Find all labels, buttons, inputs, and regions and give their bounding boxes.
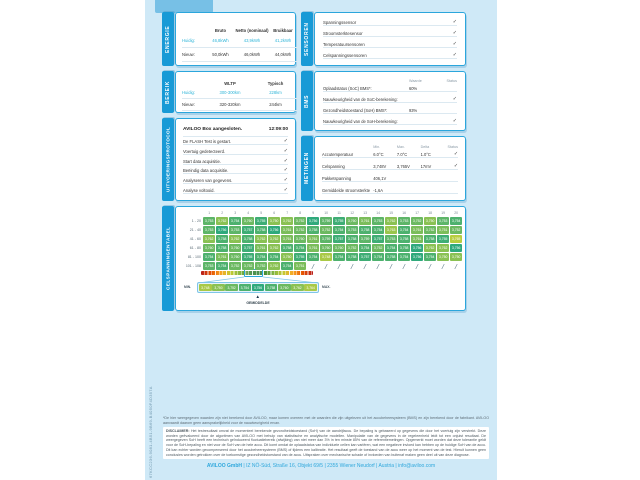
metingen-row: [322, 188, 458, 194]
sensor-label: Spanningssensor: [323, 19, 357, 25]
bms-col-waarde: Waarde: [409, 79, 422, 83]
cell-voltage: 3,752: [295, 228, 305, 232]
energie-col-header: Bruikbaar: [273, 28, 293, 33]
cell-voltage: 3,754: [360, 246, 370, 250]
protocol-step-label: Voertuig gedetecteerd.: [183, 148, 226, 154]
cell-voltage: 3,762: [256, 237, 266, 241]
cell-voltage: 3,750: [451, 255, 461, 259]
cell-voltage: 3,754: [399, 228, 409, 232]
metingen-content: [322, 140, 458, 197]
voltage-legend: [197, 282, 319, 293]
cell-voltage: 3,760: [295, 237, 305, 241]
legend-cell: 3,764: [304, 284, 317, 291]
contact-address: | IZ NÖ-Süd, Straße 16, Objekt 69/5 | 2355 Wiener Neudorf | Austria | info@aviloo.com: [242, 463, 436, 469]
check-icon: ✓: [452, 40, 457, 47]
cell-empty-slot: [336, 264, 342, 269]
bereik-col-header: WLTP: [224, 81, 236, 86]
bereik-card: [175, 71, 296, 113]
protocol-tab: [162, 118, 174, 201]
cell-voltage: 3,754: [217, 264, 227, 268]
cell-voltage: 3,758: [347, 255, 357, 259]
cell-voltage: 3,753: [438, 219, 448, 223]
energie-row-label: Huidig:: [182, 34, 206, 48]
cell-voltage: 3,754: [282, 264, 292, 268]
disclaimer-text: Het testresultaat omvat de momenteel berekende gezondheidstoestand (SoH) van de aandrijfaccu. De bepaling is gebaseerd op gegevens die door het voertuig zijn verstrekt. Deze worden geëvalueerd door de algoritmen van AVILOO met behulp van statistische en analytische modellen. Manipulatie van de gegevens in de regeleenheid leidt tot een onjuist resultaat. De weergegeven SoH heeft een technisch geïnduceerd fluctuatiebereik (afwijking) van niet meer dan 3% in ten minste 85% van de referentiemetingen. Opgemerkt moet worden dat deze tolerantie geldt voor de SoH-bepaling en niet voor de SoH van de hele accu. Dit komt omdat de oplaadstatus van individuele cellen kan variëren, wat een negatieve invloed kan hebben op de huidige SoH van de accu. Dit kan echter worden gecompenseerd door het accubeheersysteem (BMS) of tijdens een kalibratie. Het resultaat geeft de toestand van de accu weer op het moment van de test. Hieruit kunnen geen conclusies worden getrokken over de toekomstige gezondheidstoestand van de accu. Uitspraken over mechanische schade of invloeden van buitenaf maken geen deel uit van deze diagnose.: [166, 429, 486, 457]
cell-voltage: 3,756: [269, 228, 279, 232]
legend-cell: 3,760: [278, 284, 291, 291]
cell-empty-slot: [323, 264, 329, 269]
cell-voltage: 3,752: [373, 246, 383, 250]
cell-voltage: 3,750: [438, 255, 448, 259]
cell-voltage: 3,753: [204, 228, 214, 232]
check-icon: ✓: [452, 117, 457, 124]
sensoren-list: [323, 17, 457, 61]
energie-table: [182, 16, 293, 62]
cell-voltage: 3,758: [386, 255, 396, 259]
metingen-max: 3,765V: [396, 164, 410, 169]
cell-col-header: 3: [234, 211, 237, 215]
protocol-step-label: Analyseren van gegevens.: [183, 178, 233, 184]
cell-col-header: 19: [441, 211, 446, 215]
cell-col-header: 6: [273, 211, 276, 215]
protocol-time: 12:09:00: [268, 127, 288, 132]
cell-voltage: 3,762: [425, 246, 435, 250]
bereik-value: 228km: [254, 87, 297, 99]
footnote: *De hier weergegeven waarden zijn niet berekend door AVILOO, maar komen overeen met de waarden die zijn uitgelezen uit het accubeheersysteem (BMS) en zijn berekend door de fabrikant. AVILOO aanvaardt daarom geen aansprakelijkheid voor de nauwkeurigheid ervan.: [163, 416, 489, 425]
check-icon: ✓: [452, 29, 457, 36]
cell-col-header: 15: [389, 211, 394, 215]
cell-voltage: 3,754: [308, 255, 318, 259]
cell-voltage: 3,756: [217, 228, 227, 232]
metingen-delta: 17mV: [420, 164, 432, 169]
cell-empty-slot: [453, 264, 459, 269]
bms-row: [323, 119, 457, 125]
cell-empty-slot: [375, 264, 381, 269]
legend-cell: 3,752: [225, 284, 238, 291]
cell-voltage: 3,757: [243, 228, 253, 232]
cell-col-header: 17: [415, 211, 420, 215]
metingen-col-max: Max.: [396, 145, 405, 149]
cell-voltage: 3,759: [321, 219, 331, 223]
cell-col-header: 20: [454, 211, 459, 215]
contact-company: AVILOO GmbH: [206, 463, 243, 469]
cell-col-header: 9: [312, 211, 315, 215]
cell-empty-slot: [310, 264, 316, 269]
check-icon: ✓: [283, 167, 288, 174]
bereik-row-label: Huidig:: [182, 87, 206, 99]
metingen-tab: [301, 136, 313, 201]
cell-voltage: 3,753: [386, 237, 396, 241]
bereik-col-header: Typisch: [267, 81, 284, 86]
legend-cell: 3,762: [291, 284, 304, 291]
check-icon: ✓: [283, 157, 288, 164]
test-id: 67KCC236-9081-4B51-9B69-B4050F4D357A: [148, 386, 153, 478]
celtabel-card: [175, 206, 466, 311]
cell-empty-slot: [427, 264, 433, 269]
cell-voltage: 3,756: [308, 219, 318, 223]
cell-voltage: 3,755: [295, 255, 305, 259]
cell-row-label: 101 - 108: [185, 264, 201, 268]
cell-voltage: 3,760: [230, 255, 240, 259]
cell-voltage: 3,748: [321, 255, 331, 259]
cell-voltage: 3,750: [282, 255, 292, 259]
cell-voltage: 3,762: [438, 246, 448, 250]
cell-voltage: 3,762: [386, 219, 396, 223]
cell-voltage: 3,752: [347, 246, 357, 250]
bms-tab: [301, 71, 313, 131]
cell-voltage: 3,752: [243, 264, 253, 268]
cell-voltage: 3,762: [217, 219, 227, 223]
check-icon: ✓: [452, 51, 457, 58]
cell-col-header: 13: [363, 211, 368, 215]
cell-voltage: 3,754: [373, 228, 383, 232]
metingen-tab-label: METINGEN: [304, 152, 310, 185]
cell-col-header: 8: [299, 211, 302, 215]
bms-row-value: 93%: [409, 107, 418, 113]
cell-voltage: 3,758: [399, 237, 409, 241]
cell-col-header: 18: [428, 211, 433, 215]
average-marker-icon: ▲: [255, 294, 260, 299]
protocol-step: [183, 139, 288, 145]
cell-voltage: 3,754: [373, 255, 383, 259]
sensor-label: Celspanningssensoren: [323, 52, 367, 58]
cell-voltage: 3,762: [269, 246, 279, 250]
legend-min-label: MIN.: [184, 285, 192, 289]
protocol-card: [175, 118, 296, 201]
cell-voltage: 3,758: [282, 246, 292, 250]
sensor-label: Temperatuursensoren: [323, 41, 365, 47]
cell-voltage: 3,753: [204, 219, 214, 223]
protocol-step-label: Beëindig data acquisitie.: [183, 168, 229, 174]
energie-value: 41,2kWh: [269, 34, 297, 48]
cell-voltage: 3,752: [412, 219, 422, 223]
bms-row-label: Gezondheidstoestand (SoH) BMS*:: [323, 107, 388, 113]
metingen-min: -1,6A: [373, 188, 384, 193]
protocol-tab-label: UITVOERINGSPROTOCOL: [165, 126, 171, 193]
sensor-label: Stroomsterktesensor: [323, 30, 363, 36]
celtabel-tab-label: CELSPANNINGENTABEL: [165, 226, 171, 291]
cell-voltage: 3,760: [334, 246, 344, 250]
cell-voltage: 3,754: [451, 219, 461, 223]
cell-voltage: 3,752: [321, 228, 331, 232]
bms-tab-label: BMS: [304, 94, 310, 108]
cell-voltage: 3,758: [425, 237, 435, 241]
protocol-step-label: Analyse voltooid.: [183, 188, 215, 194]
metingen-min: 406,1V: [373, 176, 387, 181]
cell-voltage: 3,761: [256, 246, 266, 250]
cell-voltage: 3,756: [412, 255, 422, 259]
cell-voltage: 3,756: [412, 246, 422, 250]
cell-empty-slot: [362, 264, 368, 269]
bereik-value: 300-300km: [206, 87, 254, 99]
cell-voltage: 3,751: [295, 264, 305, 268]
energie-tab-label: ENERGIE: [165, 25, 171, 53]
energie-value: 46,8kWh: [206, 34, 235, 48]
cell-voltage: 3,757: [243, 246, 253, 250]
cell-voltage: 3,758: [256, 228, 266, 232]
cell-voltage: 3,755: [334, 219, 344, 223]
cell-empty-slot: [440, 264, 446, 269]
cell-voltage: 3,755: [243, 255, 253, 259]
protocol-step: [183, 168, 288, 174]
metingen-row-label: Celspanning: [322, 164, 345, 169]
sensoren-card: [314, 12, 466, 66]
cell-voltage: 3,760: [347, 219, 357, 223]
cell-voltage: 3,758: [399, 246, 409, 250]
energie-value: 46,0kWh: [235, 48, 269, 62]
cell-voltage: 3,754: [399, 255, 409, 259]
cell-voltage: 3,751: [438, 228, 448, 232]
average-label: GEMIDDELDE: [246, 301, 270, 305]
bereik-tab-label: BEREIK: [165, 80, 171, 104]
metingen-min: 6.0°C: [373, 152, 384, 157]
cell-col-header: 16: [402, 211, 407, 215]
cell-voltage: 3,754: [425, 255, 435, 259]
cell-voltage: 3,761: [282, 228, 292, 232]
bms-content: [323, 75, 457, 127]
cell-voltage: 3,750: [269, 219, 279, 223]
gradient-zoom-box: [244, 269, 263, 277]
cell-voltage: 3,755: [256, 219, 266, 223]
cell-col-header: 1: [208, 211, 211, 215]
bms-row-label: Oplaadstatus (SoC) BMS*:: [323, 85, 372, 91]
cell-col-header: 12: [350, 211, 355, 215]
protocol-step-label: De FLASH Test is gestart.: [183, 138, 232, 144]
sensor-row: [323, 53, 457, 59]
cell-voltage: 3,761: [308, 246, 318, 250]
bereik-tab: [162, 71, 174, 113]
bms-row: [323, 108, 457, 114]
cell-voltage: 3,762: [230, 237, 240, 241]
bereik-value: 244km: [254, 99, 297, 111]
cell-col-header: 11: [337, 211, 341, 215]
metingen-rows: [322, 149, 458, 197]
check-icon: ✓: [453, 151, 459, 157]
cell-empty-slot: [388, 264, 394, 269]
energie-value: 44,0kWh: [269, 48, 297, 62]
sensor-row: [323, 42, 457, 48]
protocol-step: [183, 149, 288, 155]
cell-voltage: 3,754: [295, 246, 305, 250]
protocol-steps: [183, 137, 288, 196]
cell-voltage: 3,759: [360, 237, 370, 241]
bms-row-value: 60%: [409, 85, 418, 91]
cell-col-header: 14: [376, 211, 381, 215]
bereik-corner: [182, 75, 206, 87]
cell-voltage: 3,762: [204, 237, 214, 241]
bereik-table: [182, 75, 289, 109]
check-icon: ✓: [453, 163, 459, 169]
energie-value: 43,9kWh: [235, 34, 269, 48]
cell-voltage: 3,753: [230, 228, 240, 232]
cell-row-label: 1 - 20: [191, 219, 201, 223]
bms-row: [323, 86, 457, 92]
cell-voltage: 3,757: [334, 237, 344, 241]
disclaimer-label: DISCLAIMER:: [166, 429, 190, 433]
cell-voltage: 3,759: [321, 237, 331, 241]
cell-voltage: 3,755: [438, 237, 448, 241]
cell-voltage: 3,758: [347, 237, 357, 241]
cell-voltage: 3,762: [282, 219, 292, 223]
cell-voltage: 3,754: [269, 255, 279, 259]
cell-voltage: 3,758: [360, 228, 370, 232]
bms-header-row: [323, 75, 457, 83]
cell-voltage: 3,760: [321, 246, 331, 250]
legend-cell: 3,748: [199, 284, 212, 291]
cell-voltage: 3,760: [243, 219, 253, 223]
check-icon: ✓: [452, 95, 457, 102]
report-page: [145, 0, 497, 480]
bereik-row-label: Nieuw:: [182, 99, 206, 111]
cell-voltage: 3,753: [204, 264, 214, 268]
sensoren-tab-label: SENSOREN: [304, 22, 310, 56]
bms-rows: [323, 83, 457, 127]
cell-voltage: 3,762: [269, 264, 279, 268]
legend-cell: 3,754: [239, 284, 252, 291]
cell-row-label: 21 - 40: [189, 228, 201, 232]
legend-cell: 3,750: [212, 284, 225, 291]
bereik-value: 320-320km: [206, 99, 254, 111]
metingen-max: 7.0°C: [396, 152, 408, 157]
metingen-min: 3,748V: [373, 164, 387, 169]
cell-voltage: 3,753: [373, 219, 383, 223]
cell-row-label: 81 - 100: [187, 255, 201, 259]
metingen-row: [322, 164, 458, 170]
cell-voltage: 3,761: [412, 237, 422, 241]
cell-voltage: 3,754: [334, 228, 344, 232]
bms-col-status: Status: [446, 79, 457, 83]
metingen-row-label: Accutemperatuur: [322, 152, 354, 157]
cell-col-header: 2: [221, 211, 224, 215]
cell-voltage: 3,752: [451, 228, 461, 232]
energie-tab: [162, 12, 174, 66]
cell-voltage: 3,760: [204, 246, 214, 250]
bms-row-label: Nauwkeurigheid van de SoH-berekening:: [323, 118, 398, 124]
sensor-row: [323, 31, 457, 37]
cell-voltage: 3,761: [282, 237, 292, 241]
cell-voltage: 3,762: [269, 237, 279, 241]
energie-col-header: Bruto: [214, 28, 227, 33]
check-icon: ✓: [452, 18, 457, 25]
disclaimer: [163, 427, 489, 459]
cell-voltage: 3,752: [256, 264, 266, 268]
protocol-step-label: Start data acquisitie.: [183, 158, 221, 164]
cell-voltage: 3,761: [412, 228, 422, 232]
cell-voltage: 3,760: [230, 246, 240, 250]
legend-cell: 3,756: [252, 284, 265, 291]
cell-voltage: 3,758: [243, 237, 253, 241]
protocol-title-row: [183, 123, 288, 137]
check-icon: ✓: [283, 177, 288, 184]
cell-voltage: 3,761: [360, 219, 370, 223]
metingen-delta: 1.0°C: [420, 152, 431, 157]
protocol-content: [183, 123, 288, 196]
protocol-step: [183, 188, 288, 194]
cell-voltage: 3,752: [230, 264, 240, 268]
cell-row-label: 61 - 80: [189, 246, 201, 250]
sensoren-tab: [301, 12, 313, 66]
metingen-row-label: Gemiddelde stroomsterkte: [322, 188, 371, 193]
metingen-col-min: Min.: [373, 145, 381, 149]
cell-voltage: 3,763: [386, 228, 396, 232]
protocol-step: [183, 159, 288, 165]
cell-empty-slot: [401, 264, 407, 269]
bms-card: [314, 71, 466, 131]
metingen-row: [322, 152, 458, 158]
cell-voltage: 3,758: [217, 246, 227, 250]
cell-voltage: 3,758: [217, 237, 227, 241]
cell-col-header: 4: [247, 211, 250, 215]
cell-empty-slot: [349, 264, 355, 269]
check-icon: ✓: [283, 137, 288, 144]
cell-voltage: 3,757: [360, 255, 370, 259]
cell-col-header: 10: [324, 211, 329, 215]
cell-voltage: 3,754: [334, 255, 344, 259]
legend-max-label: MAX.: [322, 285, 331, 289]
cell-voltage: 3,753: [347, 228, 357, 232]
cell-voltage: 3,752: [295, 219, 305, 223]
cell-col-header: 7: [286, 211, 289, 215]
cell-voltage: 3,756: [451, 246, 461, 250]
cell-voltage: 3,754: [256, 255, 266, 259]
energie-corner: [182, 16, 206, 34]
check-icon: ✓: [283, 187, 288, 194]
cell-voltage: 3,750: [425, 219, 435, 223]
sensor-row: [323, 20, 457, 26]
cell-voltage: 3,752: [425, 228, 435, 232]
cell-voltage: 3,753: [399, 219, 409, 223]
energie-row-label: Nieuw:: [182, 48, 206, 62]
cell-voltage: 3,758: [308, 228, 318, 232]
check-icon: ✓: [283, 147, 288, 154]
metingen-header-row: [322, 140, 458, 149]
cell-voltage: 3,754: [204, 255, 214, 259]
cell-empty-slot: [414, 264, 420, 269]
celtabel-tab: [162, 206, 174, 311]
bms-row: [323, 97, 457, 103]
energie-col-header: Netto (nominaal): [235, 28, 269, 33]
cell-voltage: 3,757: [373, 237, 383, 241]
cell-voltage: 3,761: [217, 255, 227, 259]
metingen-col-delta: Delta: [420, 145, 430, 149]
cell-voltage: 3,754: [386, 246, 396, 250]
energie-value: 50,0kWh: [206, 48, 235, 62]
metingen-row: [322, 176, 458, 182]
metingen-col-status: Status: [447, 145, 459, 149]
cell-row-label: 41 - 60: [189, 237, 201, 241]
metingen-card: [314, 136, 466, 201]
cell-voltage: 3,754: [230, 219, 240, 223]
metingen-row-label: Pakketspanning: [322, 176, 352, 181]
cell-col-header: 5: [260, 211, 263, 215]
bms-row-label: Nauwkeurigheid van de SoC-berekening:: [323, 96, 398, 102]
protocol-step: [183, 178, 288, 184]
cell-voltage: 3,761: [308, 237, 318, 241]
protocol-title: AVILOO Box aangesloten.: [183, 127, 243, 132]
energie-card: [175, 12, 296, 66]
contact-line: [145, 463, 497, 469]
cell-voltage: 3,765: [451, 237, 461, 241]
legend-cell: 3,758: [265, 284, 278, 291]
